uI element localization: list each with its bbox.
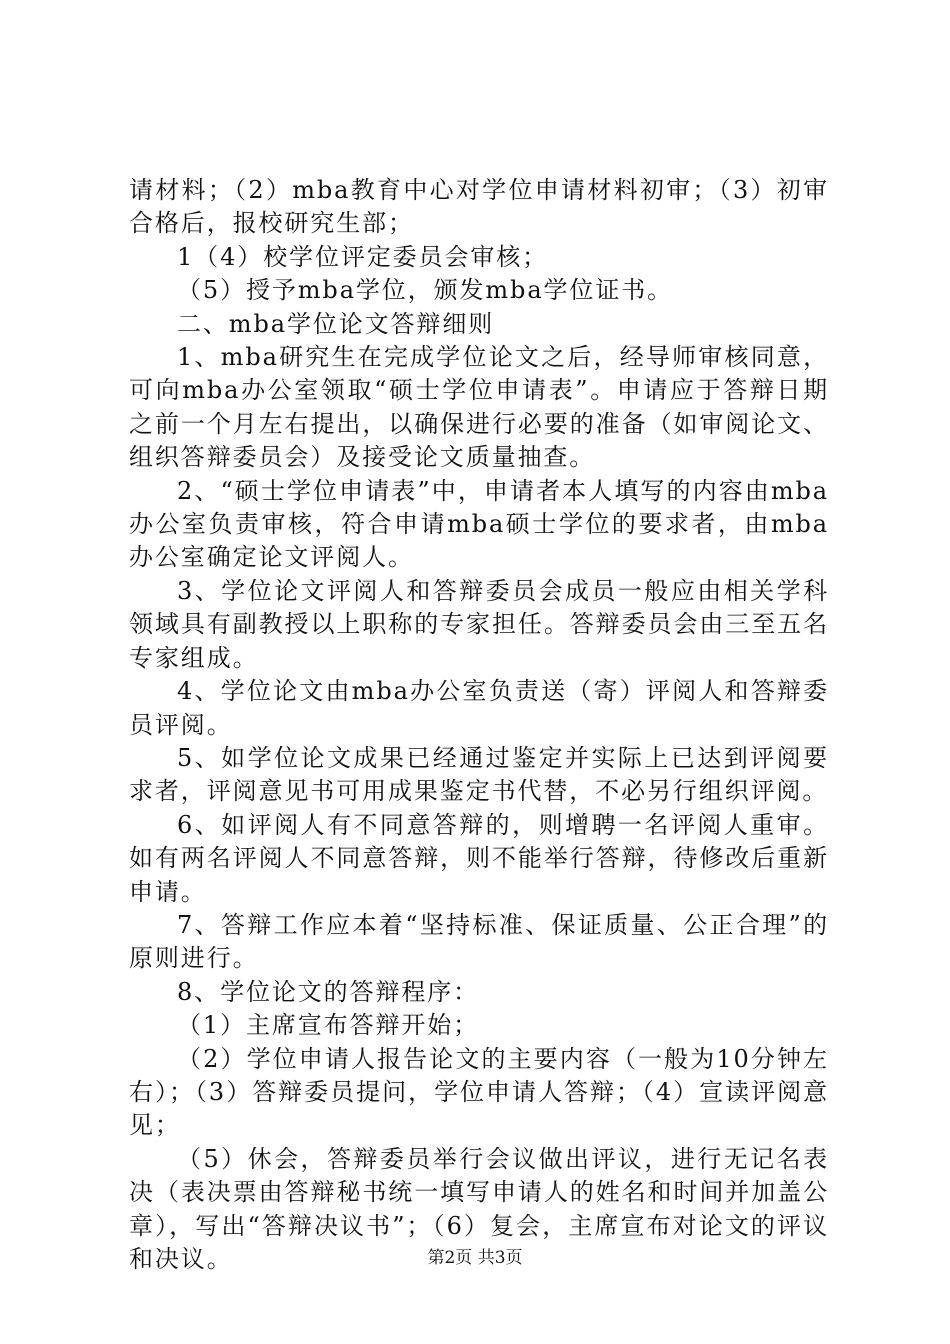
paragraph: （2）学位申请人报告论文的主要内容（一般为10分钟左右）；（3）答辩委员提问，学位申请人答辩；（4）宣读评阅意见； [129,1044,829,1140]
paragraph: 4、学位论文由mba办公室负责送（寄）评阅人和答辩委员评阅。 [129,677,829,739]
paragraph: 请材料；（2）mba教育中心对学位申请材料初审；（3）初审合格后，报校研究生部； [129,176,829,238]
paragraph: （1）主席宣布答辩开始； [177,1011,480,1040]
paragraph: 1、mba研究生在完成学位论文之后，经导师审核同意，可向mba办公室领取“硕士学位申请表”。申请应于答辩日期之前一个月左右提出，以确保进行必要的准备（如审阅论文、组织答辩委员会）及接受论文质量抽查。 [129,343,829,472]
section-heading: 二、mba学位论文答辩细则 [177,309,495,338]
paragraph: 1（4）校学位评定委员会审核； [177,242,549,271]
page-number-footer: 第2页 共3页 [427,1248,523,1268]
paragraph: 5、如学位论文成果已经通过鉴定并实际上已达到评阅要求者，评阅意见书可用成果鉴定书代替，不必另行组织评阅。 [129,743,829,806]
paragraph: 2、“硕士学位申请表”中，申请者本人填写的内容由mba办公室负责审核，符合申请mba硕士学位的要求者，由mba办公室确定论文评阅人。 [129,476,829,572]
paragraph: （5）休会，答辩委员举行会议做出评议，进行无记名表决（表决票由答辩秘书统一填写申请人的姓名和时间并加盖公章），写出“答辩决议书”；（6）复会，主席宣布对论文的评议和决议。 [129,1144,829,1273]
paragraph: 3、学位论文评阅人和答辩委员会成员一般应由相关学科领域具有副教授以上职称的专家担任。答辩委员会由三至五名专家组成。 [129,576,829,672]
paragraph: 7、答辩工作应本着“坚持标准、保证质量、公正合理”的原则进行。 [129,910,829,973]
paragraph: （5）授予mba学位，颁发mba学位证书。 [177,276,674,305]
document-body [129,174,829,1276]
paragraph: 6、如评阅人有不同意答辩的，则增聘一名评阅人重审。如有两名评阅人不同意答辩，则不能举行答辩，待修改后重新申请。 [129,810,829,906]
paragraph: 8、学位论文的答辩程序： [177,977,480,1006]
